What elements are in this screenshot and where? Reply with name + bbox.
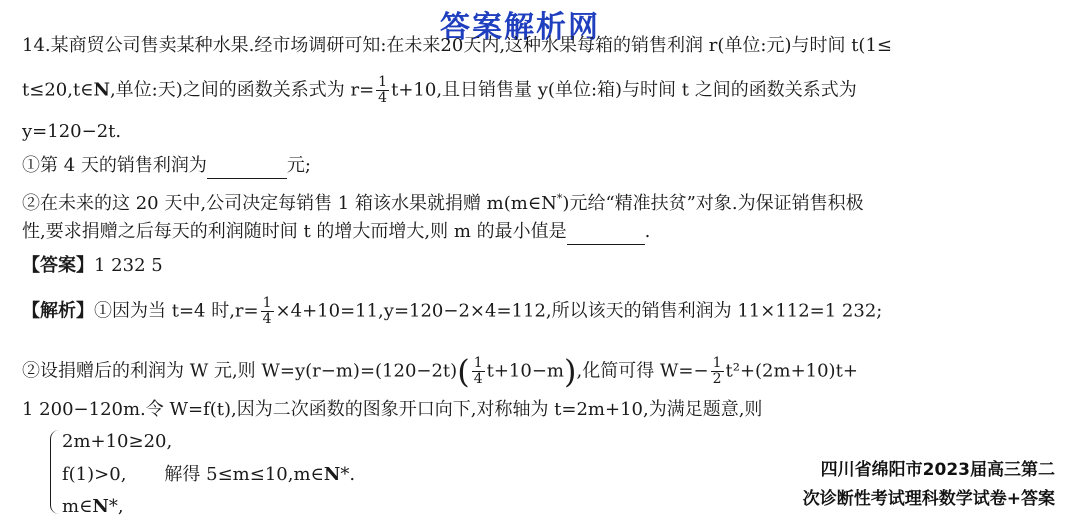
system-solution-end: *. [340, 464, 356, 485]
natural-numbers-symbol: N [323, 464, 341, 485]
question-2-text-cont: )元给“精准扶贫”对象.为保证销售积极 [562, 193, 864, 214]
fraction-denominator: 4 [473, 371, 483, 387]
fraction-one-quarter [376, 75, 389, 106]
fraction-denominator: 4 [378, 90, 388, 106]
problem-line-1: 14.某商贸公司售卖某种水果.经市场调研可知:在未来20天内,这种水果每箱的销售利润 r(单位:元)与时间 t(1≤ [22, 35, 892, 56]
analysis-line-1 [22, 296, 882, 327]
document-caption-line-1: 四川省绵阳市2023届高三第二 [820, 460, 1055, 480]
analysis-text: t+10−m [486, 360, 564, 382]
question-2-line-1: ②在未来的这 20 天中,公司决定每销售 1 箱该水果就捐赠 m(m∈N*)元给“精准扶贫”对象.为保证销售积极 [22, 192, 864, 214]
problem-line-2 [22, 75, 857, 106]
answer-label: 【答案】 [22, 255, 94, 276]
fraction-one-quarter [472, 356, 485, 387]
analysis-line-2: ②设捐赠后的利润为 W 元,则 W=y(r−m)=(120−2t)( $\frac{1}{4}$ t+10−m),化简可得 W=− $\frac{1}{2}$ t²+(2m+10)t+ [22, 352, 858, 391]
fraction-denominator: 4 [262, 311, 272, 327]
fraction-numerator: 1 [262, 295, 272, 311]
question-2-end: . [644, 221, 651, 242]
question-2-text: ②在未来的这 20 天中,公司决定每销售 1 箱该水果就捐赠 m(m∈N [22, 193, 557, 214]
system-condition-end: *, [108, 496, 124, 517]
watermark-logo: 答案解析网 [440, 10, 600, 45]
problem-text: t≤20,t∈ [22, 79, 94, 101]
answer-value: 1 232 5 [94, 255, 163, 276]
natural-numbers-symbol: N [93, 79, 110, 101]
question-2-line-2 [22, 220, 650, 245]
system-line-1: 2m+10≥20, [62, 431, 173, 452]
system-line-3 [62, 495, 124, 519]
system-solution: 解得 5≤m≤10,m∈ [164, 464, 324, 485]
system-condition: m∈ [62, 496, 93, 517]
fraction-denominator: 2 [712, 371, 722, 387]
natural-numbers-symbol: N [92, 496, 109, 517]
system-condition: f(1)>0, [62, 464, 127, 485]
answer-blank-2 [567, 220, 645, 245]
document-caption-line-2: 次诊断性考试理科数学试卷+答案 [802, 489, 1055, 509]
system-brace [50, 430, 59, 514]
analysis-text: ,化简可得 W=− [576, 360, 709, 382]
question-1-text: ①第 4 天的销售利润为 [22, 155, 207, 176]
fraction-numerator: 1 [712, 355, 722, 371]
question-1-unit: 元; [286, 155, 311, 176]
fraction-numerator: 1 [473, 355, 483, 371]
analysis-label: 【解析】 [22, 300, 94, 322]
system-line-2 [62, 463, 355, 487]
answer-line [22, 254, 163, 278]
analysis-line-3: 1 200−120m.令 W=f(t),因为二次函数的图象开口向下,对称轴为 t=2m+10,为满足题意,则 [22, 399, 763, 420]
analysis-text: ×4+10=11,y=120−2×4=112,所以该天的销售利润为 11×112=1 232; [275, 300, 883, 322]
fraction-one-half [711, 356, 724, 387]
question-1 [22, 154, 311, 179]
problem-text: t+10,且日销售量 y(单位:箱)与时间 t 之间的函数关系式为 [391, 79, 857, 101]
problem-line-3: y=120−2t. [22, 121, 122, 142]
question-2-text: 性,要求捐赠之后每天的利润随时间 t 的增大而增大,则 m 的最小值是 [22, 221, 567, 242]
fraction-one-quarter [261, 296, 274, 327]
problem-text: ,单位:天)之间的函数关系式为 r= [109, 79, 375, 101]
analysis-text: ①因为当 t=4 时,r= [94, 300, 259, 322]
analysis-text: ②设捐赠后的利润为 W 元,则 W=y(r−m)=(120−2t) [22, 360, 458, 382]
fraction-numerator: 1 [378, 74, 388, 90]
analysis-text: t²+(2m+10)t+ [725, 360, 858, 382]
answer-blank-1 [207, 154, 287, 179]
